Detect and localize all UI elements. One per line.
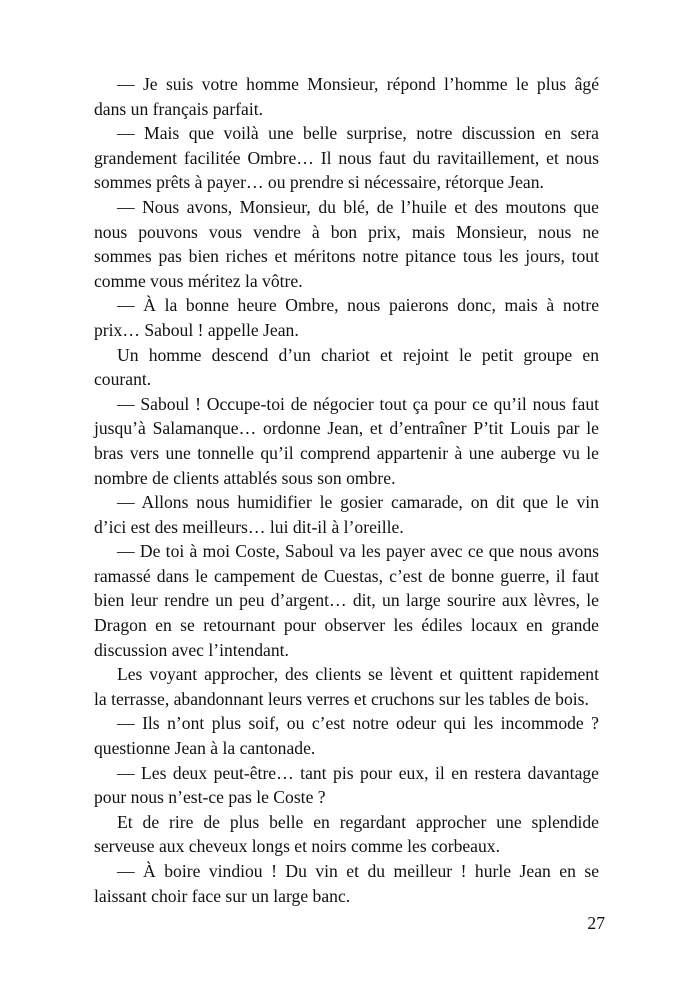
text-line: pour nous n’est-ce pas le Coste ?	[94, 787, 326, 808]
text-line: — Mais que voilà une belle surprise, notre discussion en sera	[117, 123, 599, 144]
text-line: grandement facilitée Ombre… Il nous faut du ravitaillement, et nous	[94, 147, 599, 168]
text-line: — Les deux peut-être… tant pis pour eux, il en restera davantage	[117, 762, 599, 783]
text-line: — Saboul ! Occupe-toi de négocier tout ça pour ce qu’il nous faut	[117, 393, 599, 414]
text-line: la terrasse, abandonnant leurs verres et cruchons sur les tables de bois.	[94, 688, 589, 709]
text-line: Dragon en se retournant pour observer les édiles locaux en grande	[94, 615, 599, 636]
text-line: serveuse aux cheveux longs et noirs comme les corbeaux.	[94, 836, 500, 857]
paragraph	[94, 810, 599, 859]
text-line: questionne Jean à la cantonade.	[94, 738, 316, 759]
paragraph	[94, 195, 599, 293]
page-number: 27	[587, 913, 605, 933]
paragraph	[94, 859, 599, 908]
paragraph	[94, 662, 599, 711]
text-line: sommes prêts à payer… ou prendre si nécessaire, rétorque Jean.	[94, 172, 544, 193]
paragraph	[94, 761, 599, 810]
text-line: — À la bonne heure Ombre, nous paierons donc, mais à notre	[117, 295, 599, 316]
text-line: Et de rire de plus belle en regardant approcher une splendide	[117, 811, 599, 832]
text-line: ramassé dans le campement de Cuestas, c’est de bonne guerre, il faut	[94, 565, 599, 586]
paragraph	[94, 72, 599, 121]
paragraph	[94, 539, 599, 662]
text-line: Les voyant approcher, des clients se lèvent et quittent rapidement	[117, 664, 599, 685]
text-line: bien leur rendre un peu d’argent… dit, un large sourire aux lèvres, le	[94, 590, 599, 611]
text-line: bras vers une tonnelle qu’il comprend appartenir à une auberge vu le	[94, 442, 599, 463]
text-line: courant.	[94, 369, 152, 390]
paragraph	[94, 490, 599, 539]
text-line: Un homme descend d’un chariot et rejoint le petit groupe en	[117, 344, 599, 365]
paragraph	[94, 392, 599, 490]
paragraph	[94, 121, 599, 195]
text-line: sommes pas bien riches et méritons notre pitance tous les jours, tout	[94, 246, 599, 267]
text-line: — Ils n’ont plus soif, ou c’est notre odeur qui les incommode ?	[117, 713, 599, 734]
text-line: discussion avec l’intendant.	[94, 639, 289, 660]
page-body-text	[94, 72, 599, 908]
paragraph	[94, 711, 599, 760]
text-line: prix… Saboul ! appelle Jean.	[94, 319, 299, 340]
text-line: laissant choir face sur un large banc.	[94, 885, 351, 906]
text-line: — Allons nous humidifier le gosier camarade, on dit que le vin	[117, 492, 599, 513]
text-line: nombre de clients attablés sous son ombre.	[94, 467, 396, 488]
text-line: jusqu’à Salamanque… ordonne Jean, et d’entraîner P’tit Louis par le	[94, 418, 599, 439]
text-line: comme vous méritez la vôtre.	[94, 270, 303, 291]
text-line: — Je suis votre homme Monsieur, répond l’homme le plus âgé	[117, 74, 599, 94]
text-line: dans un français parfait.	[94, 98, 264, 119]
paragraph	[94, 293, 599, 342]
text-line: nous pouvons vous vendre à bon prix, mais Monsieur, nous ne	[94, 221, 599, 242]
text-line: — À boire vindiou ! Du vin et du meilleur ! hurle Jean en se	[117, 861, 599, 881]
text-line: — Nous avons, Monsieur, du blé, de l’huile et des moutons que	[117, 196, 599, 217]
paragraph	[94, 343, 599, 392]
text-line: d’ici est des meilleurs… lui dit-il à l’oreille.	[94, 516, 404, 537]
text-line: — De toi à moi Coste, Saboul va les payer avec ce que nous avons	[117, 541, 599, 562]
